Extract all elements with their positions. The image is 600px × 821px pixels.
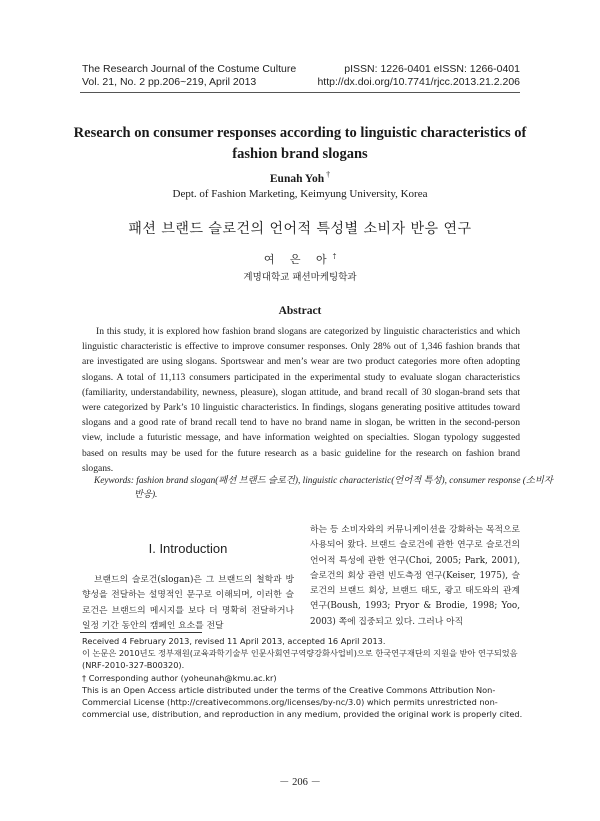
header-divider xyxy=(80,92,520,93)
license-note: This is an Open Access article distributed under the terms of the Creative Commons Attribution Non-Commercial License (http://creativecommons.org/licenses/by-nc/3.0) which permits unrestricted non-commercial use, distribution, and reproduction in any medium, provided the original work is properly cited. xyxy=(82,684,523,720)
korean-title: 패션 브랜드 슬로건의 언어적 특성별 소비자 반응 연구 xyxy=(128,221,472,237)
funding-note: 이 논문은 2010년도 정부재원(교육과학기술부 인문사회연구역량강화사업비)으로 한국연구재단의 지원을 받아 연구되었음(NRF-2010-327-B00320). xyxy=(82,648,518,671)
doi-link[interactable]: http://dx.doi.org/10.7741/rjcc.2013.21.2.206 xyxy=(317,76,520,88)
author-name: Eunah Yoh xyxy=(269,172,325,185)
journal-name: The Research Journal of the Costume Culture xyxy=(82,63,297,75)
footnotes xyxy=(82,635,524,720)
keywords: Keywords: fashion brand slogan(패션 브랜드 슬로건), linguistic characteristic(언어적 특성), consumer response (소비자 반응). xyxy=(94,476,553,500)
footnote-divider xyxy=(80,632,202,633)
page-number: － 206 － xyxy=(279,777,321,788)
body-column-right: 하는 등 소비자와의 커뮤니케이션을 강화하는 목적으로 사용되어 왔다. 브랜드 슬로건에 관한 연구로 슬로건의 언어적 특성에 관한 연구(Choi, 2005; Park, 2001), 슬로건의 회상 관련 빈도측정 연구(Keiser, 1975), 슬로건의 브랜드 회상, 브랜드 태도, 광고 태도와의 관계 연구(Boush, 1993; Pryor & Brodie, 1998; Yoo, 2003) 쪽에 집중되고 있다. 그러나 아직 xyxy=(310,525,520,627)
volume-info: Vol. 21, No. 2 pp.206~219, April 2013 xyxy=(82,76,257,88)
body-column-left: 브랜드의 슬로건(slogan)은 그 브랜드의 철학과 방향성을 전달하는 설명적인 문구로 이해되며, 이러한 슬로건은 브랜드의 메시지를 보다 더 명확히 전달하거나 일정 기간 동안의 캠페인 요소를 전달 xyxy=(82,575,294,631)
article-title: Research on consumer responses according to linguistic characteristics of fashion brand slogans xyxy=(73,125,527,162)
corresponding-author: † Corresponding author (yoheunah@kmu.ac.kr) xyxy=(82,672,277,683)
running-header-right xyxy=(317,63,520,89)
korean-affiliation: 계명대학교 패션마케팅학과 xyxy=(243,272,357,283)
received-dates: Received 4 February 2013, revised 11 April 2013, accepted 16 April 2013. xyxy=(82,636,386,646)
section-heading: I. Introduction xyxy=(148,541,228,556)
abstract-text: In this study, it is explored how fashion brand slogans are categorized by linguistic characteristics and which linguistic characteristic is effective to improve consumer responses. Only 28% out of 1,346 fashion brands that are investigated are using slogans. Sportswear and men’s wear are two product categories more often adopting slogans. A total of 11,113 consumers participated in the experimental study to evaluate slogan characteristics (familiarity, understandability, newness, pleasure), slogan attitude, and brand recall of 30 slogan-brand sets that were categorized by Park’s 10 linguistic characteristics. In findings, slogans generating positive attitudes toward slogans and a good rate of brand recall tend to have no brand name in slogan, be written in the second-person view, include a futuristic message, and have information weighted on specialties. Slogan typology suggested based on results may be used for the future research as a basic guideline for the research on fashion brand slogans. xyxy=(82,326,520,474)
korean-author-name: 여 은 아 xyxy=(263,253,333,266)
author-affiliation: Dept. of Fashion Marketing, Keimyung University, Korea xyxy=(172,188,428,200)
corresponding-mark: † xyxy=(326,170,331,179)
korean-corresponding-mark: † xyxy=(332,252,337,261)
korean-author-line xyxy=(0,251,600,267)
running-header-left xyxy=(82,63,296,89)
issn: pISSN: 1226-0401 eISSN: 1266-0401 xyxy=(344,63,520,75)
author-line xyxy=(0,170,600,185)
abstract-heading: Abstract xyxy=(278,305,322,317)
